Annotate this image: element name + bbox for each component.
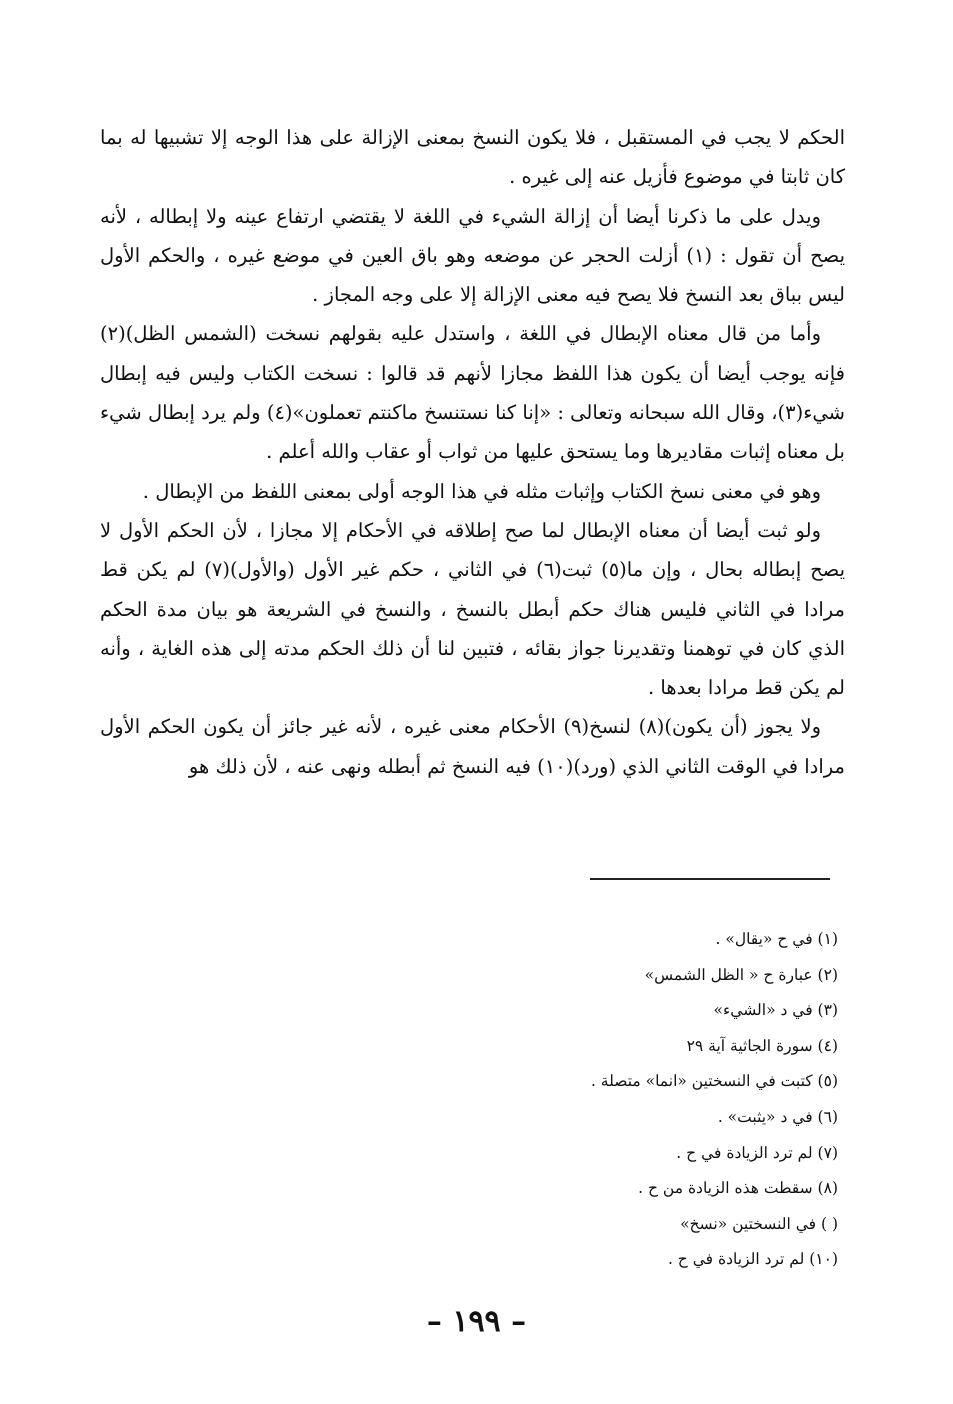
- paragraph: الحكم لا يجب في المستقبل ، فلا يكون النسخ بمعنى الإزالة على هذا الوجه إلا تشبيها له بما كان ثابتا في موضوع فأزيل عنه إلى غيره .: [100, 126, 845, 189]
- paragraph: وأما من قال معناه الإبطال في اللغة ، واستدل عليه بقولهم نسخت (الشمس الظل)(٢) فإنه يوجب أيضا أن يكون هذا اللفظ مجازا لأنهم قد قالوا : نسخت الكتاب وليس فيه إبطال شيء(٣)، وقال الله سبحانه وتعالى : «إنا كنا نستنسخ ماكنتم تعملون»(٤) ولم يرد إبطال شيء بل معناه إثبات مقاديرها وما يستحق عليها من ثواب أو عقاب والله أعلم .: [100, 322, 845, 464]
- paragraph: ولا يجوز (أن يكون)(٨) لنسخ(٩) الأحكام معنى غيره ، لأنه غير جائز أن يكون الحكم الأول مرادا في الوقت الثاني الذي (ورد)(١٠) فيه النسخ ثم أبطله ونهى عنه ، لأن ذلك هو: [100, 715, 845, 778]
- main-text: [100, 118, 845, 786]
- footnote: (٣) في د «الشيء»: [713, 1001, 838, 1020]
- footnote-divider: [590, 878, 830, 880]
- footnote: (٤) سورة الجاثية آية ٢٩: [686, 1036, 838, 1055]
- footnote: (١) في ح «يقال» .: [715, 930, 838, 948]
- footnote: (٥) كتبت في النسختين «انما» متصلة .: [590, 1072, 838, 1091]
- footnote: ( ) في النسختين «نسخ»: [680, 1214, 838, 1233]
- footnote: (١٠) لم ترد الزيادة في ح .: [667, 1250, 838, 1269]
- footnote: (٢) عبارة ح « الظل الشمس»: [644, 965, 838, 984]
- paragraph: ولو ثبت أيضا أن معناه الإبطال لما صح إطلاقه في الأحكام إلا مجازا ، لأن الحكم الأول لا يصح إبطاله بحال ، وإن ما(٥) ثبت(٦) في الثاني ، حكم غير الأول (والأول)(٧) لم يكن قط مرادا في الثاني فليس هناك حكم أبطل بالنسخ ، والنسخ في الشريعة هو بيان مدة الحكم الذي كان في توهمنا وتقديرنا جواز بقائه ، فتبين لنا أن ذلك الحكم مدته إلى هذه الغاية ، وأنه لم يكن قط مرادا بعدها .: [100, 518, 846, 700]
- footnote: (٨) سقطت هذه الزيادة من ح .: [638, 1179, 838, 1198]
- footnote: (٧) لم ترد الزيادة في ح .: [676, 1143, 838, 1162]
- footnotes: [338, 922, 838, 1278]
- page-number: – ١٩٩ –: [426, 1304, 527, 1339]
- paragraph: ويدل على ما ذكرنا أيضا أن إزالة الشيء في اللغة لا يقتضي ارتفاع عينه ولا إبطاله ، لأنه يصح أن تقول : (١) أزلت الحجر عن موضعه وهو باق العين في موضع غيره ، والحكم الأول ليس بباق بعد النسخ فلا يصح فيه معنى الإزالة إلا على وجه المجاز .: [100, 204, 845, 307]
- paragraph: وهو في معنى نسخ الكتاب وإثبات مثله في هذا الوجه أولى بمعنى اللفظ من الإبطال .: [142, 479, 821, 503]
- footnote: (٦) في د «يثبت» .: [717, 1107, 838, 1126]
